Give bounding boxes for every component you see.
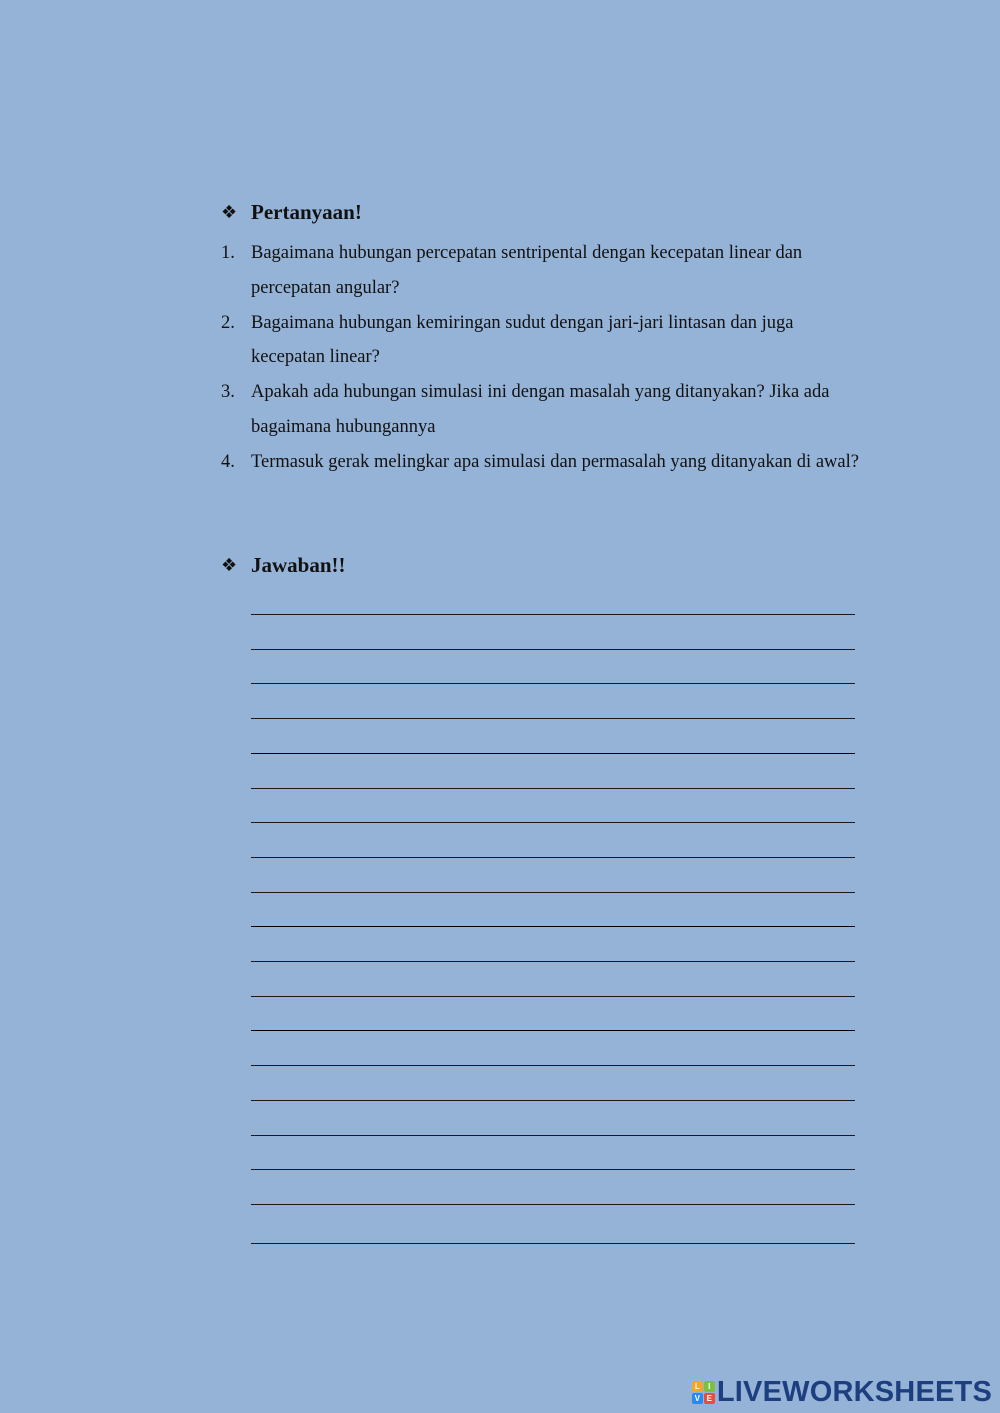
question-text: Bagaimana hubungan percepatan sentripental dengan kecepatan linear dan percepatan angular? bbox=[251, 243, 803, 298]
answer-line[interactable] bbox=[251, 718, 855, 719]
answer-line[interactable] bbox=[251, 788, 855, 789]
watermark-text: LIVEWORKSHEETS bbox=[716, 1376, 992, 1408]
question-text: Bagaimana hubungan kemiringan sudut dengan jari-jari lintasan dan juga kecepatan linear? bbox=[251, 312, 794, 368]
answers-title: Jawaban!! bbox=[251, 553, 346, 577]
answer-line[interactable] bbox=[251, 1204, 855, 1205]
answer-line[interactable] bbox=[251, 683, 855, 684]
question-item-4 bbox=[221, 445, 861, 480]
answer-line[interactable] bbox=[251, 614, 855, 615]
answer-line[interactable] bbox=[251, 822, 855, 823]
question-number: 1. bbox=[221, 243, 235, 263]
answer-line[interactable] bbox=[251, 926, 855, 927]
question-item-2 bbox=[221, 306, 861, 376]
answer-line[interactable] bbox=[251, 857, 855, 858]
liveworksheets-logo-icon: L I V E bbox=[692, 1381, 715, 1404]
questions-title: Pertanyaan! bbox=[251, 200, 362, 224]
answer-line[interactable] bbox=[251, 1169, 855, 1170]
diamond-bullet-icon: ❖ bbox=[221, 201, 238, 223]
answer-line[interactable] bbox=[251, 1100, 855, 1101]
question-number: 3. bbox=[221, 382, 235, 403]
question-text: Apakah ada hubungan simulasi ini dengan masalah yang ditanyakan? Jika ada bagaimana hubungannya bbox=[251, 382, 830, 437]
answer-line[interactable] bbox=[251, 996, 855, 997]
question-item-1 bbox=[221, 236, 861, 306]
answer-line[interactable] bbox=[251, 649, 855, 650]
answer-line[interactable] bbox=[251, 1065, 855, 1066]
answers-heading bbox=[221, 553, 346, 578]
diamond-bullet-icon: ❖ bbox=[221, 554, 238, 576]
question-item-3 bbox=[221, 375, 861, 445]
questions-heading bbox=[221, 200, 362, 225]
answer-line[interactable] bbox=[251, 1135, 855, 1136]
question-text: Termasuk gerak melingkar apa simulasi dan permasalah yang ditanyakan di awal? bbox=[251, 451, 859, 472]
answer-line[interactable] bbox=[251, 892, 855, 893]
answer-line[interactable] bbox=[251, 1243, 855, 1244]
question-list bbox=[221, 236, 861, 480]
answer-line[interactable] bbox=[251, 1030, 855, 1031]
answer-line[interactable] bbox=[251, 961, 855, 962]
answer-line[interactable] bbox=[251, 753, 855, 754]
question-number: 2. bbox=[221, 312, 235, 333]
question-number: 4. bbox=[221, 451, 235, 472]
liveworksheets-watermark bbox=[692, 1376, 992, 1409]
